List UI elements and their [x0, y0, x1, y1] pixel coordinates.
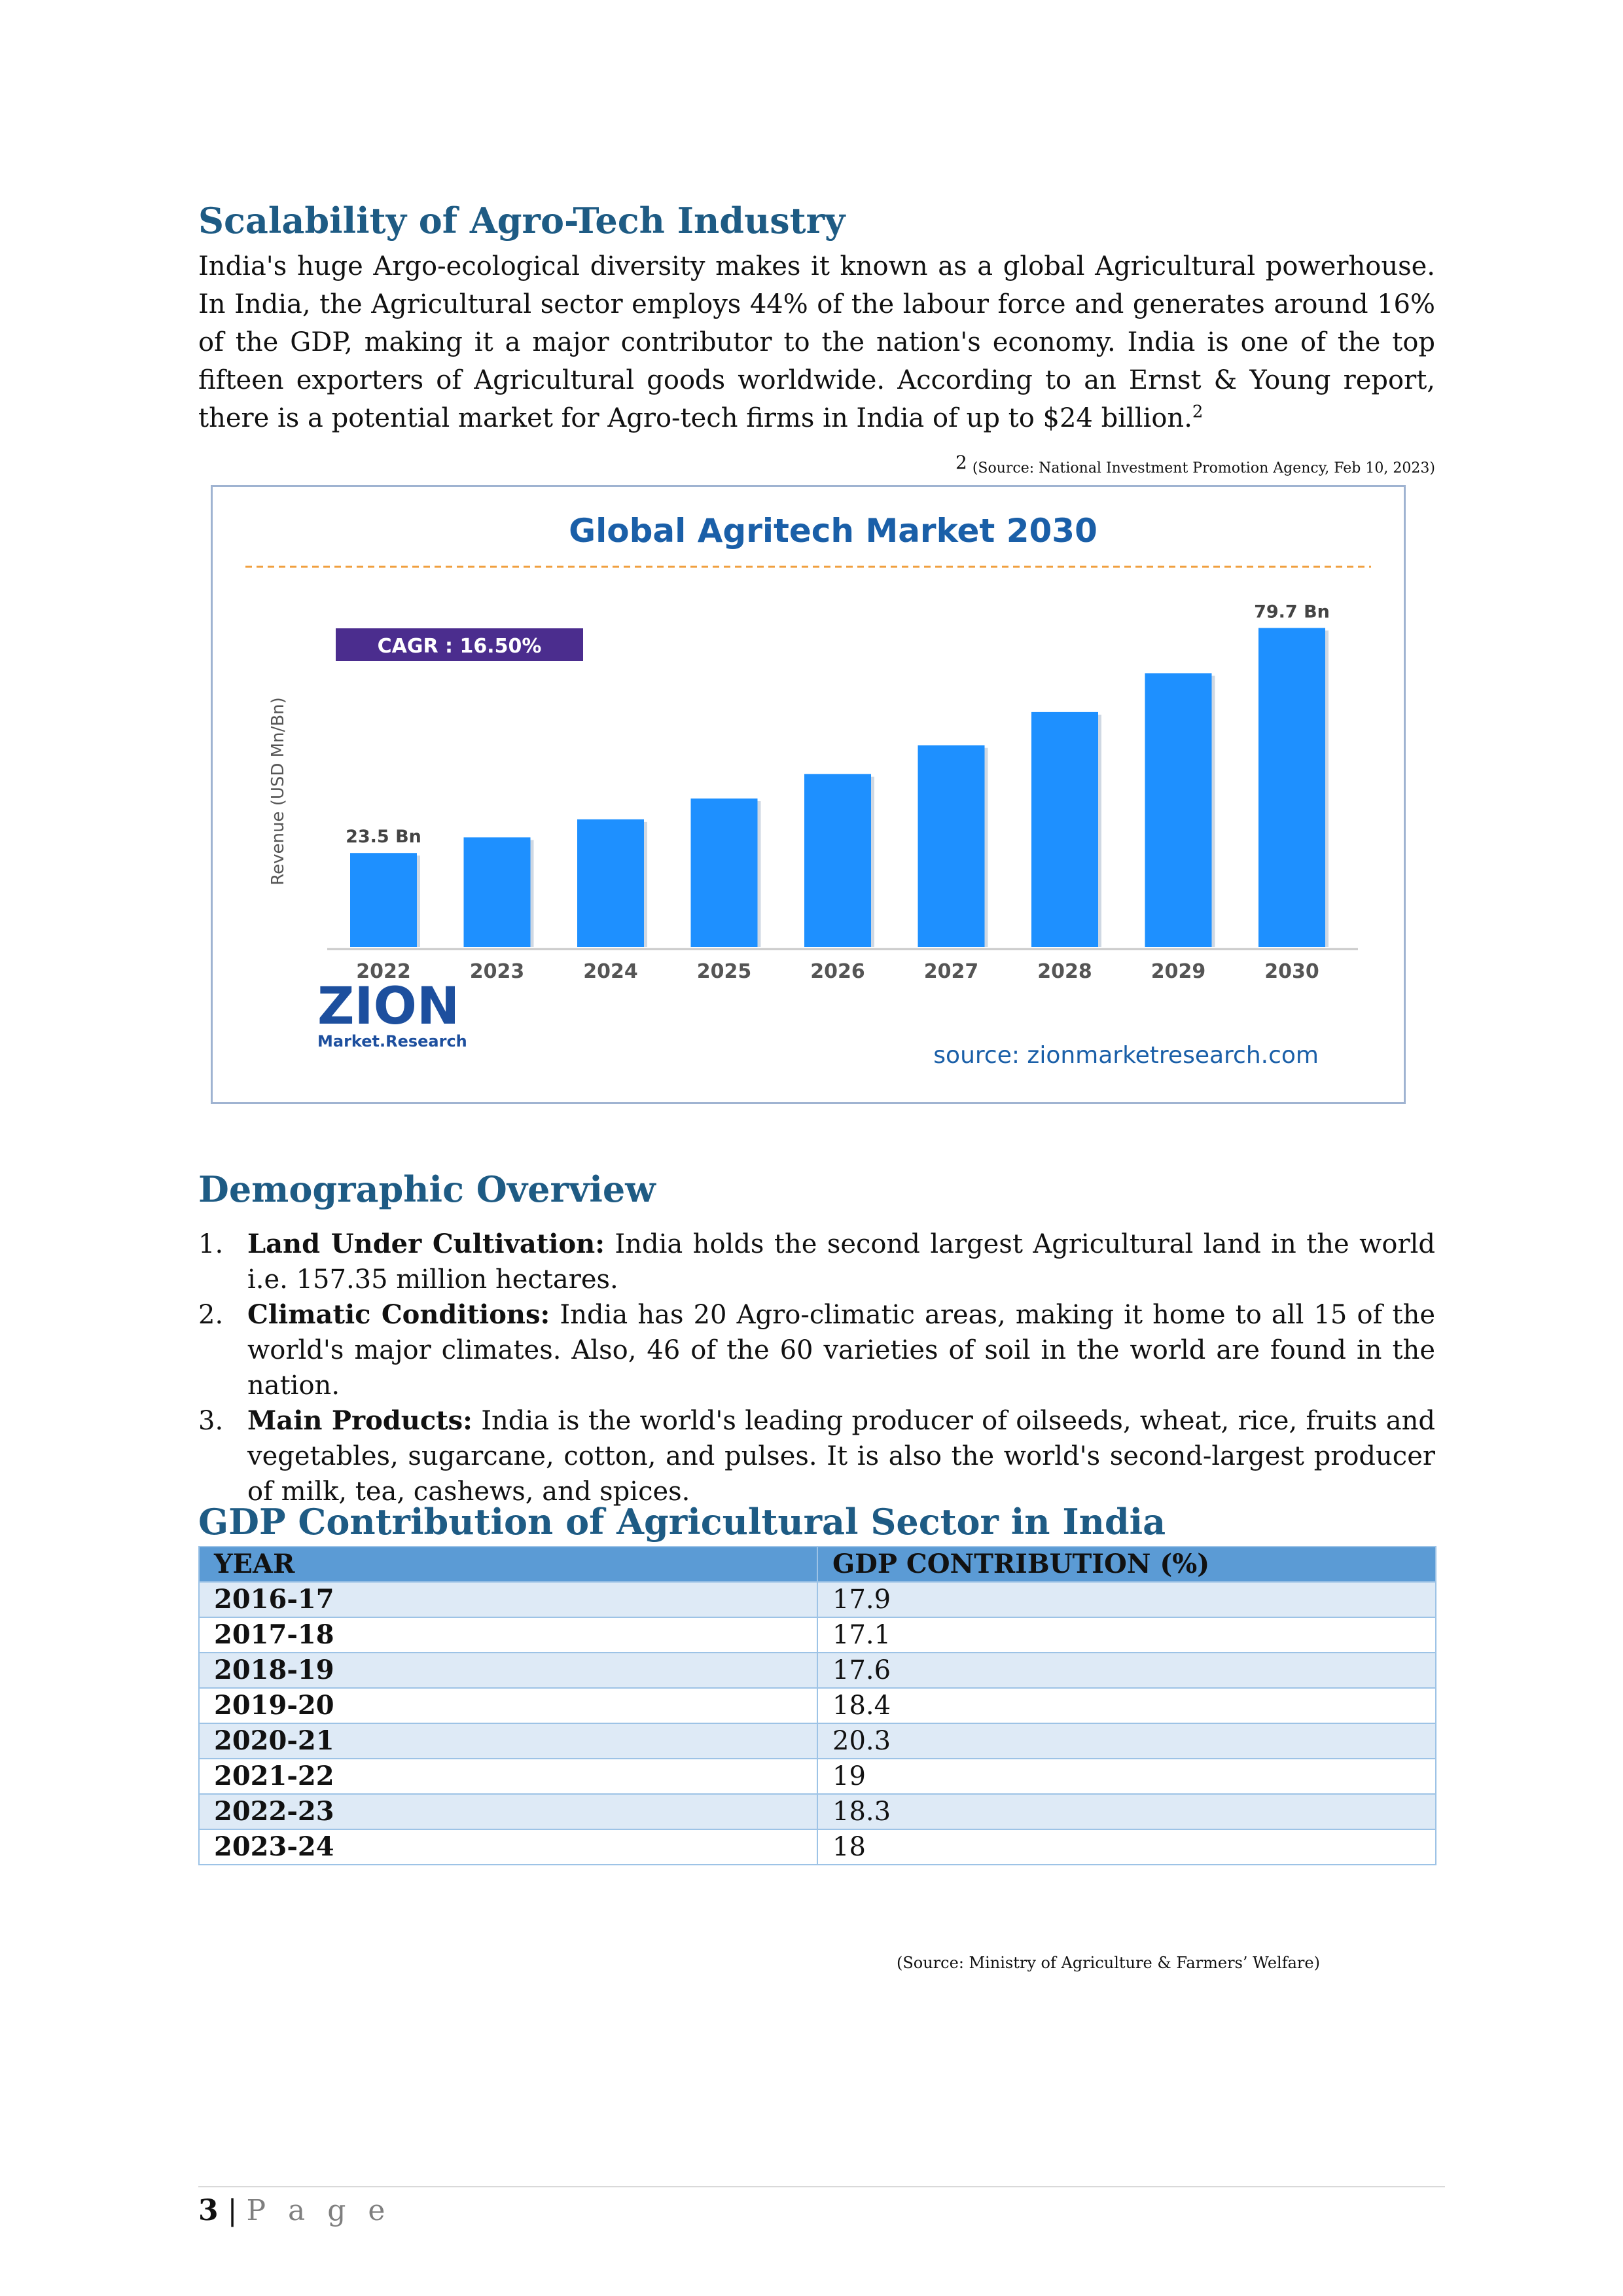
zion-logo: ZION	[317, 977, 460, 1036]
bar-shadow-2024	[644, 822, 647, 947]
bar-2022	[350, 853, 417, 947]
table-row	[199, 1829, 1436, 1865]
cell-gdp: 18.3	[817, 1794, 1436, 1829]
section-heading-demographic: Demographic Overview	[198, 1168, 656, 1210]
x-tick-label: 2023	[469, 960, 525, 983]
gdp-table	[198, 1546, 1436, 1865]
agritech-market-chart	[211, 485, 1406, 1104]
footer-divider	[198, 2186, 1445, 2187]
x-tick-label: 2022	[356, 960, 411, 983]
x-tick-label: 2028	[1037, 960, 1092, 983]
cell-gdp: 19	[817, 1759, 1436, 1794]
bar-2023	[464, 837, 531, 947]
chart-title: Global Agritech Market 2030	[569, 512, 1097, 550]
bar-2026	[804, 774, 871, 947]
chart-svg	[213, 487, 1404, 1102]
x-tick-label: 2029	[1150, 960, 1206, 983]
list-item	[198, 1227, 1435, 1297]
page-label: P a g e	[246, 2194, 392, 2227]
list-item-text: India is the world's leading producer of oilseeds, wheat, rice, fruits and vegetables, sugarcane, cotton, and pulses. It is also the world's second-largest producer of milk, tea, cashews, and spices.	[247, 1406, 1435, 1507]
cell-year: 2022-23	[199, 1794, 817, 1829]
data-label: 79.7 Bn	[1254, 601, 1330, 622]
list-item-label: Climatic Conditions:	[247, 1299, 550, 1330]
bar-2027	[918, 745, 985, 947]
bar-2025	[691, 798, 758, 947]
page-number: 3	[198, 2194, 219, 2227]
cell-year: 2017-18	[199, 1617, 817, 1653]
cell-year: 2021-22	[199, 1759, 817, 1794]
cell-year: 2018-19	[199, 1653, 817, 1688]
page-separator: |	[227, 2194, 238, 2227]
cell-year: 2023-24	[199, 1829, 817, 1865]
bar-2028	[1031, 712, 1098, 947]
page-footer	[198, 2194, 391, 2227]
footnote-number: 2	[955, 452, 967, 473]
column-header-year: YEAR	[199, 1547, 817, 1582]
list-item-label: Main Products:	[247, 1405, 473, 1436]
table-row	[199, 1794, 1436, 1829]
scalability-paragraph-text: India's huge Argo-ecological diversity makes it known as a global Agricultural powerhouse. In India, the Agricultural sector employs 44% of the labour force and generates around 16% of the GDP, making it a major contributor to the nation's economy. India is one of the top fifteen exporters of Agricultural goods worldwide. According to an Ernst & Young report, there is a potential market for Agro-tech firms in India of up to $24 billion.	[198, 251, 1435, 433]
footnote-marker[interactable]: 2	[1192, 402, 1204, 422]
list-item-text: India has 20 Agro-climatic areas, making it home to all 15 of the world's major climates. Also, 46 of the 60 varieties of soil in the world are found in the nation.	[247, 1300, 1436, 1401]
bar-shadow-2029	[1212, 676, 1215, 947]
data-label: 23.5 Bn	[346, 827, 421, 848]
list-item	[198, 1297, 1435, 1403]
bar-shadow-2028	[1098, 715, 1101, 947]
table-row	[199, 1617, 1436, 1653]
bar-shadow-2023	[531, 840, 534, 947]
cell-year: 2016-17	[199, 1582, 817, 1617]
section-heading-scalability: Scalability of Agro-Tech Industry	[198, 200, 846, 242]
x-tick-label: 2025	[696, 960, 752, 983]
demographic-list	[198, 1227, 1435, 1509]
x-tick-label: 2026	[810, 960, 865, 983]
section-heading-gdp: GDP Contribution of Agricultural Sector in India	[198, 1501, 1166, 1543]
x-tick-label: 2027	[923, 960, 979, 983]
cell-gdp: 18	[817, 1829, 1436, 1865]
x-tick-label: 2030	[1264, 960, 1319, 983]
bar-shadow-2027	[985, 748, 988, 947]
chart-source: source: zionmarketresearch.com	[933, 1042, 1319, 1069]
bar-2029	[1145, 673, 1212, 947]
scalability-paragraph	[198, 247, 1435, 437]
table-row	[199, 1759, 1436, 1794]
y-axis-label: Revenue (USD Mn/Bn)	[268, 697, 288, 886]
cell-gdp: 17.6	[817, 1653, 1436, 1688]
cagr-badge-text: CAGR : 16.50%	[377, 635, 542, 658]
bar-shadow-2022	[417, 855, 420, 947]
cell-gdp: 18.4	[817, 1688, 1436, 1723]
cell-gdp: 20.3	[817, 1723, 1436, 1759]
footnote-source	[955, 452, 1435, 476]
table-row	[199, 1653, 1436, 1688]
x-tick-label: 2024	[583, 960, 638, 983]
list-item-label: Land Under Cultivation:	[247, 1229, 605, 1259]
table-source: (Source: Ministry of Agriculture & Farmers’ Welfare)	[897, 1954, 1320, 1972]
list-item	[198, 1403, 1435, 1509]
cell-year: 2019-20	[199, 1688, 817, 1723]
footnote-text: (Source: National Investment Promotion Agency, Feb 10, 2023)	[972, 460, 1435, 476]
table-header-row	[199, 1547, 1436, 1582]
zion-logo-subtext: Market.Research	[317, 1032, 467, 1050]
cell-year: 2020-21	[199, 1723, 817, 1759]
cell-gdp: 17.9	[817, 1582, 1436, 1617]
list-item-number: 3.	[198, 1406, 224, 1436]
list-item-number: 1.	[198, 1229, 224, 1259]
table-row	[199, 1582, 1436, 1617]
bar-shadow-2025	[758, 801, 761, 947]
bar-shadow-2030	[1325, 630, 1329, 947]
bar-shadow-2026	[871, 777, 874, 947]
table-row	[199, 1688, 1436, 1723]
list-item-number: 2.	[198, 1300, 224, 1330]
table-row	[199, 1723, 1436, 1759]
bar-2030	[1258, 628, 1325, 947]
list-item-text: India holds the second largest Agricultural land in the world i.e. 157.35 million hectares.	[247, 1229, 1436, 1295]
cell-gdp: 17.1	[817, 1617, 1436, 1653]
column-header-gdp: GDP CONTRIBUTION (%)	[817, 1547, 1436, 1582]
bar-2024	[577, 819, 644, 947]
